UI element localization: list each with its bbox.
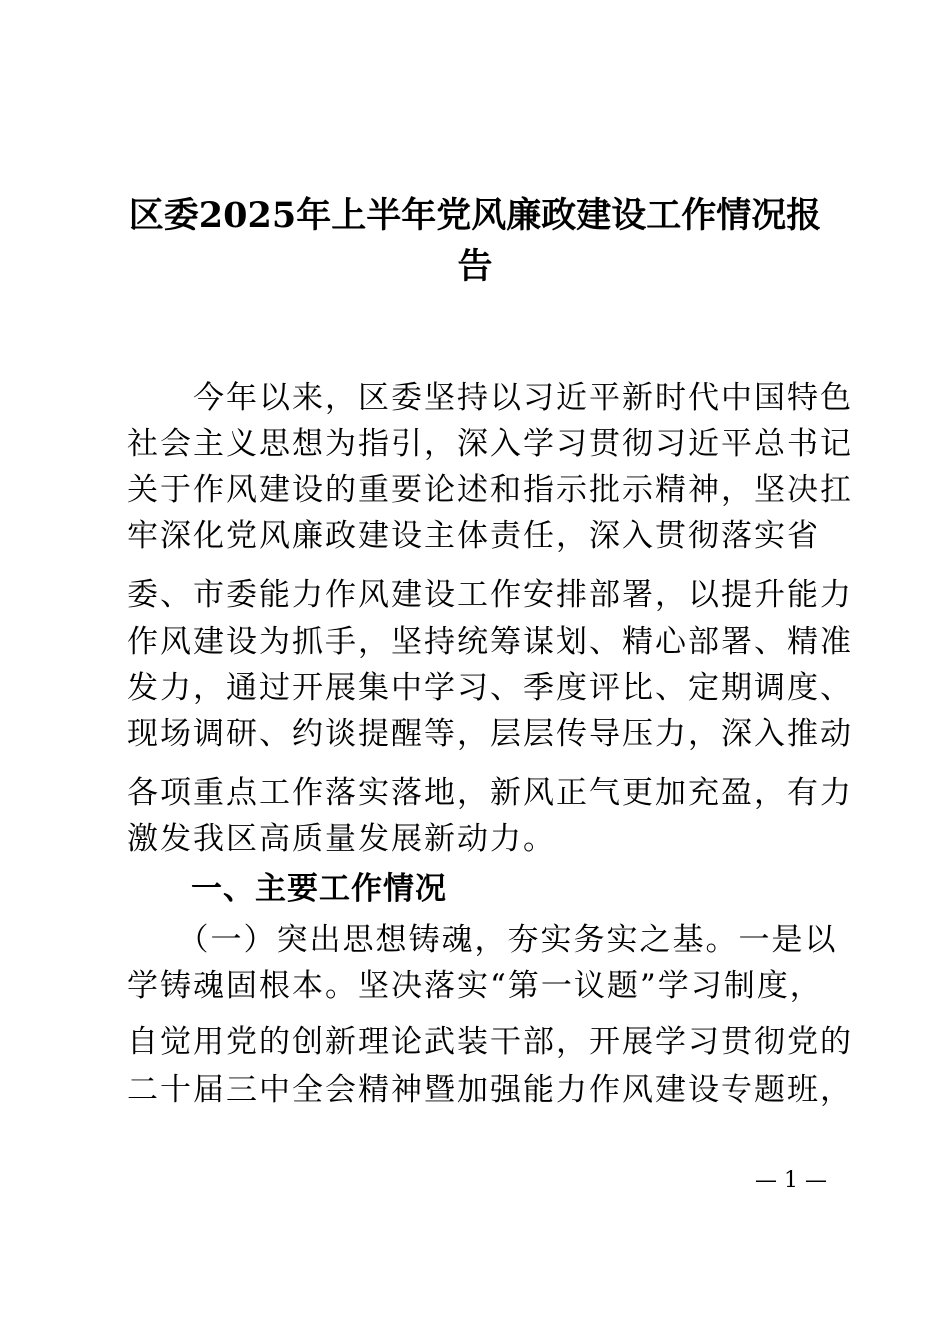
body-line: 发力，通过开展集中学习、季度评比、定期调度、	[127, 670, 853, 706]
body-line: 二十届三中全会精神暨加强能力作风建设专题班，	[127, 1072, 853, 1108]
report-title-line-1: 区委2025年上半年党风廉政建设工作情况报	[128, 195, 822, 236]
body-line: 牢深化党风廉政建设主体责任，深入贯彻落实省	[127, 518, 820, 554]
body-line: 委、市委能力作风建设工作安排部署，以提升能力	[127, 577, 853, 613]
page-number: — 1 —	[755, 1168, 827, 1193]
report-title-line-2: 告	[457, 246, 493, 287]
body-line: 现场调研、约谈提醒等，层层传导压力，深入推动	[127, 716, 853, 752]
body-line: 学铸魂固根本。坚决落实“第一议题”学习制度，	[127, 968, 823, 1004]
body-line: 关于作风建设的重要论述和指示批示精神，坚决扛	[127, 472, 853, 508]
body-line: 自觉用党的创新理论武装干部，开展学习贯彻党的	[127, 1024, 853, 1060]
section-heading: 一、主要工作情况	[127, 871, 447, 907]
body-line: 各项重点工作落实落地，新风正气更加充盈，有力	[127, 775, 853, 811]
body-line: （一）突出思想铸魂，夯实务实之基。一是以	[127, 922, 838, 958]
body-line: 今年以来，区委坚持以习近平新时代中国特色	[127, 380, 853, 416]
body-line: 激发我区高质量发展新动力。	[127, 821, 556, 857]
body-line: 社会主义思想为指引，深入学习贯彻习近平总书记	[127, 426, 853, 462]
body-line: 作风建设为抓手，坚持统筹谋划、精心部署、精准	[127, 624, 853, 660]
